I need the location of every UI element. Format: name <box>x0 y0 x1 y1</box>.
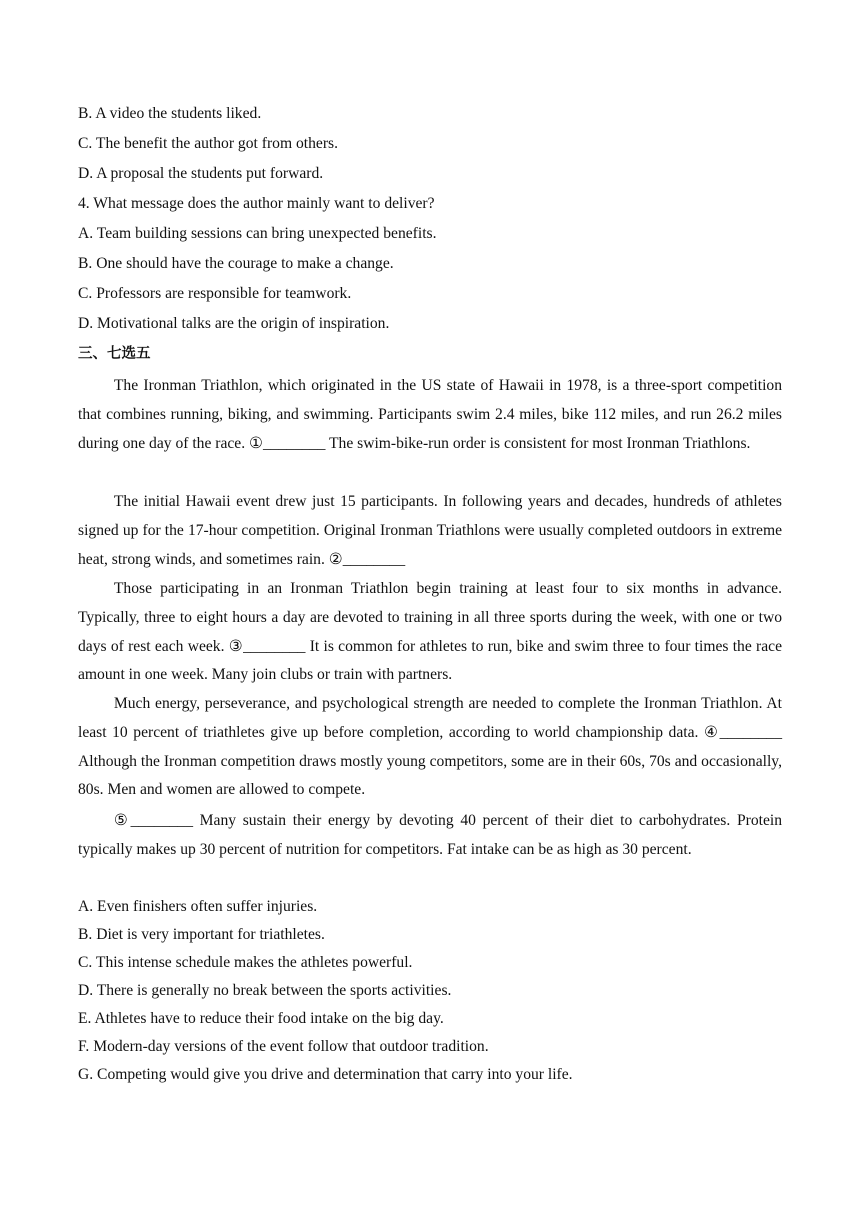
q4-option-d: D. Motivational talks are the origin of inspiration. <box>78 315 390 332</box>
q3-option-b: B. A video the students liked. <box>78 105 262 122</box>
choice-c: C. This intense schedule makes the athletes powerful. <box>78 954 413 971</box>
choice-b: B. Diet is very important for triathletes. <box>78 926 325 943</box>
passage-paragraph-2: The initial Hawaii event drew just 15 participants. In following years and decades, hundreds of athletes signed up for the 17-hour competition. Original Ironman Triathlons were usually completed outdoors in extreme heat, strong winds, and sometimes rain. ②________ <box>78 493 782 568</box>
passage-paragraph-1: The Ironman Triathlon, which originated in the US state of Hawaii in 1978, is a three-sport competition that combines running, biking, and swimming. Participants swim 2.4 miles, bike 112 miles, and run 26.2 miles during one day of the race. ①________ The swim-bike-run order is consistent for most Ironman Triathlons. <box>78 377 782 452</box>
section-heading: 三、七选五 <box>78 346 151 362</box>
passage-paragraph-3: Those participating in an Ironman Triathlon begin training at least four to six months in advance. Typically, three to eight hours a day are devoted to training in all three sports during the week, with one or two days of rest each week. ③________ It is common for athletes to run, bike and swim three to four times the race amount in one week. Many join clubs or train with partners. <box>78 580 782 684</box>
q4-option-a: A. Team building sessions can bring unexpected benefits. <box>78 225 437 242</box>
passage-paragraph-5: ⑤________ Many sustain their energy by devoting 40 percent of their diet to carbohydrates. Protein typically makes up 30 percent of nutrition for competitors. Fat intake can be as high as 30 percent. <box>78 812 782 858</box>
choice-a: A. Even finishers often suffer injuries. <box>78 898 318 915</box>
q4-question: 4. What message does the author mainly want to deliver? <box>78 195 435 212</box>
q4-option-c: C. Professors are responsible for teamwork. <box>78 285 352 302</box>
passage-paragraph-4: Much energy, perseverance, and psychological strength are needed to complete the Ironman Triathlon. At least 10 percent of triathletes give up before completion, according to world championship data. ④________ Although the Ironman competition draws mostly young competitors, some are in their 60s, 70s and occasionally, 80s. Men and women are allowed to compete. <box>78 695 782 799</box>
choice-g: G. Competing would give you drive and determination that carry into your life. <box>78 1066 573 1083</box>
choice-f: F. Modern-day versions of the event follow that outdoor tradition. <box>78 1038 489 1055</box>
choice-d: D. There is generally no break between the sports activities. <box>78 982 452 999</box>
q3-option-c: C. The benefit the author got from others. <box>78 135 338 152</box>
q4-option-b: B. One should have the courage to make a change. <box>78 255 394 272</box>
choice-e: E. Athletes have to reduce their food intake on the big day. <box>78 1010 444 1027</box>
q3-option-d: D. A proposal the students put forward. <box>78 165 324 182</box>
